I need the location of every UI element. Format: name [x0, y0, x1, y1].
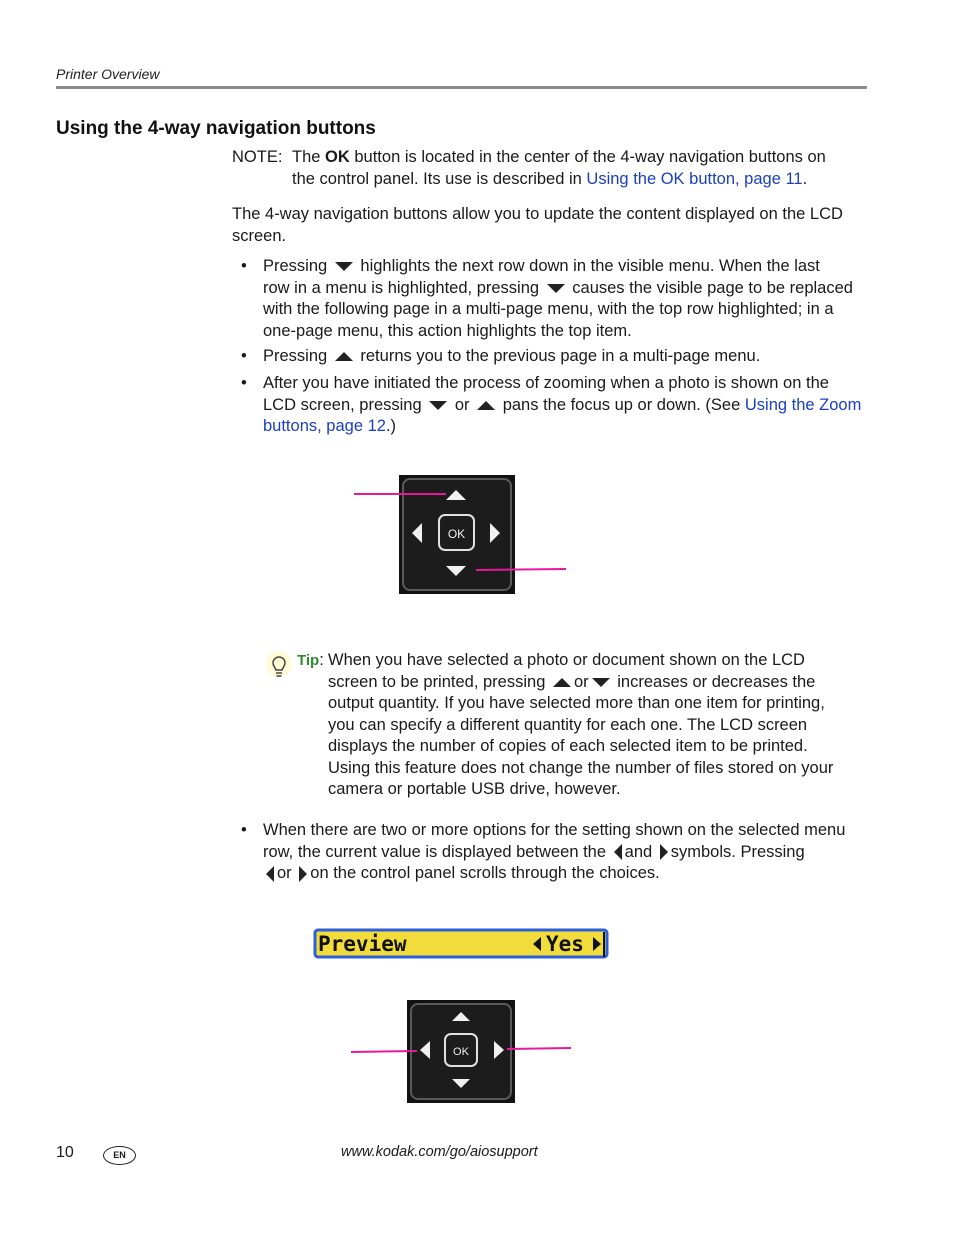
footer-url: www.kodak.com/go/aiosupport	[341, 1144, 538, 1160]
header-section-label: Printer Overview	[56, 66, 160, 82]
tip-line: screen to be printed, pressing	[328, 672, 546, 691]
bullet-text: .)	[385, 417, 397, 435]
nav-pad-figure-updown	[340, 470, 580, 600]
bullet-text: and	[624, 842, 653, 861]
bullet-text: row, the current value is displayed between the	[263, 842, 607, 861]
callout-line-down	[476, 569, 566, 570]
tip-label: Tip	[297, 652, 320, 669]
bullet-text: Pressing	[263, 347, 328, 365]
tip-line: displays the number of copies of each selected item to be printed.	[328, 737, 808, 755]
bullet-item	[241, 820, 868, 885]
tip-line: output quantity. If you have selected more than one item for printing,	[328, 694, 825, 712]
lightbulb-icon	[262, 648, 296, 688]
down-arrow-icon	[335, 262, 353, 271]
bullet-text: pans the focus up or down. (See	[502, 395, 745, 414]
lcd-menu-row	[312, 927, 612, 961]
right-arrow-icon	[299, 866, 307, 882]
bullet-item	[241, 373, 868, 438]
bullet-text: LCD screen, pressing	[263, 395, 422, 414]
bullet-text: or	[277, 864, 292, 882]
note-text: .	[802, 169, 808, 188]
tip-line: When you have selected a photo or document shown on the LCD	[328, 651, 805, 669]
down-arrow-icon	[547, 284, 565, 293]
note-text: button is located in the center of the 4-way navigation buttons on	[349, 148, 826, 166]
ok-label: OK	[453, 1046, 469, 1058]
right-arrow-icon	[660, 844, 668, 860]
bullet-text: After you have initiated the process of zooming when a photo is shown on the	[263, 374, 829, 392]
tip-line: or	[573, 672, 589, 691]
note-text: The	[292, 148, 326, 166]
tip-label-wrap	[297, 650, 324, 672]
bullet-text: When there are two or more options for the setting shown on the selected menu	[263, 821, 846, 839]
lcd-setting-name: Preview	[318, 932, 407, 956]
ok-label: OK	[447, 527, 466, 541]
zoom-buttons-link[interactable]: Using the Zoom	[744, 395, 862, 414]
callout-line-right	[507, 1048, 571, 1049]
bullet-text: returns you to the previous page in a multi-page menu.	[360, 347, 761, 365]
up-arrow-icon	[553, 678, 571, 687]
zoom-buttons-link[interactable]: buttons, page 12	[263, 417, 386, 435]
note-block	[232, 147, 872, 190]
bullet-text: on the control panel scrolls through the choices.	[310, 864, 660, 882]
ok-keyword: OK	[325, 148, 350, 166]
lcd-setting-value: Yes	[546, 932, 584, 956]
down-arrow-icon	[429, 401, 447, 410]
bullet-text: or	[454, 395, 470, 414]
intro-line: The 4-way navigation buttons allow you to update the content displayed on the LCD	[232, 205, 843, 223]
bullet-dot: •	[241, 347, 247, 365]
intro-paragraph	[232, 204, 872, 247]
bullet-text: Pressing	[263, 257, 328, 275]
tip-text	[328, 650, 868, 801]
left-arrow-icon	[614, 844, 622, 860]
intro-line: screen.	[232, 226, 287, 245]
language-badge: EN	[103, 1146, 136, 1165]
section-title: Using the 4-way navigation buttons	[56, 118, 376, 139]
page-number: 10	[56, 1144, 74, 1161]
down-arrow-icon	[592, 678, 610, 687]
bullet-text: row in a menu is highlighted, pressing	[263, 278, 540, 297]
note-text: the control panel. Its use is described in	[292, 169, 587, 188]
bullet-item	[241, 256, 868, 342]
tip-colon: :	[319, 651, 324, 669]
bullet-text: with the following page in a multi-page menu, with the top row highlighted; in a	[263, 300, 834, 318]
tip-line: camera or portable USB drive, however.	[328, 780, 621, 798]
nav-pad-figure-leftright	[340, 995, 580, 1107]
up-arrow-icon	[477, 401, 495, 410]
header-divider	[56, 86, 867, 89]
ok-button-link[interactable]: Using the OK button, page 11	[586, 169, 803, 188]
tip-line: increases or decreases the	[617, 672, 816, 691]
tip-line: you can specify a different quantity for each one. The LCD screen	[328, 715, 808, 734]
bullet-dot: •	[241, 821, 247, 839]
left-arrow-icon	[266, 866, 274, 882]
bullet-text: symbols. Pressing	[670, 842, 805, 861]
bullet-text: highlights the next row down in the visible menu. When the last	[360, 257, 820, 275]
bullet-text: causes the visible page to be replaced	[572, 278, 853, 297]
bullet-dot: •	[241, 257, 247, 275]
callout-line-left	[351, 1051, 417, 1052]
note-label: NOTE:	[232, 148, 283, 166]
up-arrow-icon	[335, 352, 353, 361]
bullet-item	[241, 346, 868, 368]
bullet-dot: •	[241, 374, 247, 392]
bullet-text: one-page menu, this action highlights the top item.	[263, 321, 632, 340]
tip-line: Using this feature does not change the number of files stored on your	[328, 758, 834, 777]
